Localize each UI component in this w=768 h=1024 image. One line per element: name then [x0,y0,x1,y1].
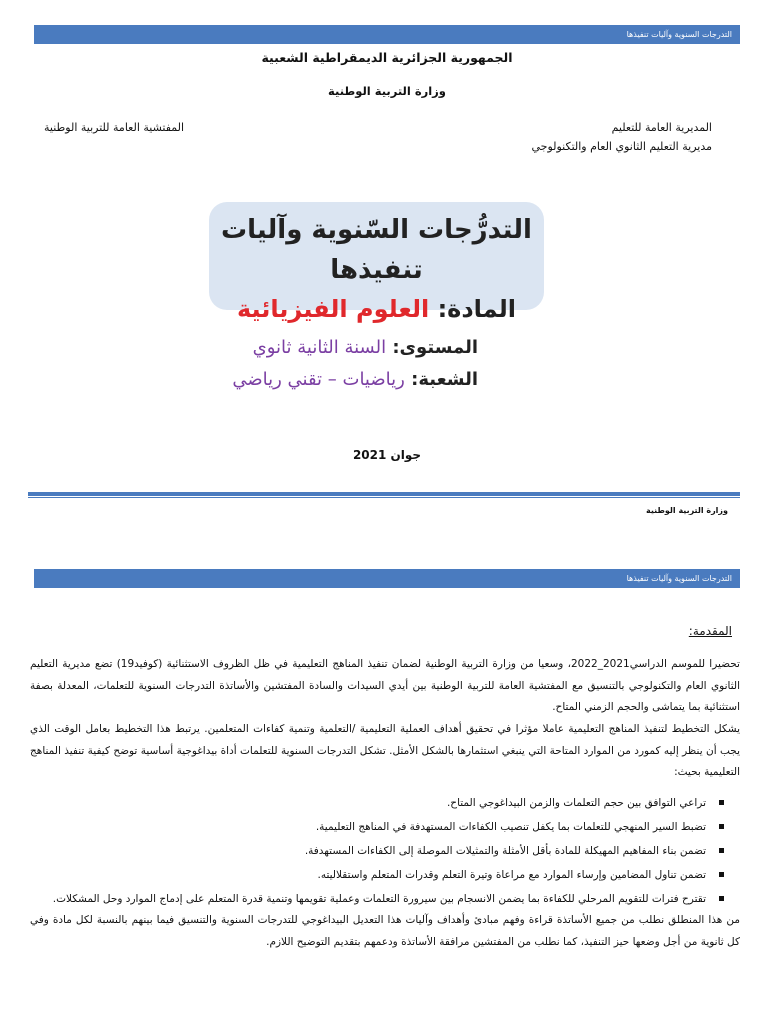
header-bar-page2 [34,569,740,588]
document-title: التدرُّجات السّنوية وآليات تنفيذها [221,215,532,285]
header-bar [34,25,740,44]
subject-value: العلوم الفيزيائية [237,295,430,323]
intro-paragraph-1 [30,654,740,719]
level-value: السنة الثانية ثانوي [252,337,387,358]
stream-label: الشعبة: [411,369,478,390]
admin-right-block [532,118,713,156]
header-bar-label-page2: التدرجات السنوية وآليات تنفيذها [626,574,732,583]
admin-right-line-2: مديرية التعليم الثانوي العام والتكنولوجي [531,140,712,153]
objectives-list [38,791,728,911]
document-date: جوان 2021 [352,448,422,462]
subject-line [209,290,544,328]
list-item: تضمن تناول المضامين وإرساء الموارد مع مراعاة وتيرة التعلم وقدرات المتعلم واستقلاليته. [38,863,728,887]
admin-left-line: المفتشية العامة للتربية الوطنية [44,121,185,134]
list-item: تضمن بناء المفاهيم المهيكلة للمادة بأقل الأمثلة والتمثيلات الموصلة إلى الكفاءات المستهدفة. [38,839,728,863]
title-box [209,202,544,323]
intro-title: المقدمة: [688,624,732,638]
stream-line [232,367,478,393]
intro-paragraph-3 [30,910,740,953]
admin-right-line-1: المديرية العامة للتعليم [611,121,712,134]
paragraph-2-text: يشكل التخطيط لتنفيذ المناهج التعليمية عاملا مؤثرا في تحقيق أهداف العملية التعليمية /التعلمية وتنمية كفاءات المتعلمين. يرتبط هذا التخطيط بعامل الوقت الذي يجب أن ينظر إليه كمورد من الموارد المتاحة التي ينبغي استثمارها بالشكل الأمثل. تشكل التدرجات السنوية للتعلمات أداة بيداغوجية أساسية توضح كيفية تنفيذ المناهج التعليمية بحيث: [30,723,740,778]
paragraph-1-text: تحضيرا للموسم الدراسي2021_2022، وسعيا من وزارة التربية الوطنية لضمان تنفيذ المناهج التعليمية في ظل الظروف الاستثنائية (كوفيد19) تضع مديرية التعليم الثانوي العام والتكنولوجي بالتنسيق مع المفتشية العامة للتربية الوطنية بين أيدي السيدات والسادة المفتشين والأساتذة التدرجات السنوية للتعلمات، المعدلة بصفة استثنائية بما يتماشى والحجم الزمني المتاح. [30,658,740,713]
page-divider [28,492,740,498]
stream-value: رياضيات – تقني رياضي [232,369,405,390]
level-label: المستوى: [392,337,478,358]
ministry-title: وزارة التربية الوطنية [328,84,446,98]
level-line [253,335,478,361]
list-item: تقترح فترات للتقويم المرحلي للكفاءة بما يضمن الانسجام بين سيرورة التعلمات وعملية تقويمها وتنمية قدرة المتعلم على إدماج الموارد وحل المشكلات. [38,887,728,911]
subject-label: المادة: [437,295,516,323]
footer-ministry: وزارة التربية الوطنية [645,506,728,515]
paragraph-3-text: من هذا المنطلق نطلب من جميع الأساتذة قراءة وفهم مبادئ وأهداف وآليات هذا التعديل البيداغوجي للتدرجات السنوية والتنسيق فيما بينهم بالنسبة لكل مادة وفي كل ثانوية من أجل وضعها حيز التنفيذ، كما نطلب من المفتشين مرافقة الأساتذة ودعمهم بتقديم التوضيح اللازم. [30,914,740,948]
intro-paragraph-2 [30,719,740,784]
header-bar-label: التدرجات السنوية وآليات تنفيذها [626,30,732,39]
republic-title: الجمهورية الجزائرية الديمقراطية الشعبية [261,50,513,65]
list-item: تراعي التوافق بين حجم التعلمات والزمن البيداغوجي المتاح. [38,791,728,815]
list-item: تضبط السير المنهجي للتعلمات بما يكفل تنصيب الكفاءات المستهدفة في المناهج التعليمية. [38,815,728,839]
